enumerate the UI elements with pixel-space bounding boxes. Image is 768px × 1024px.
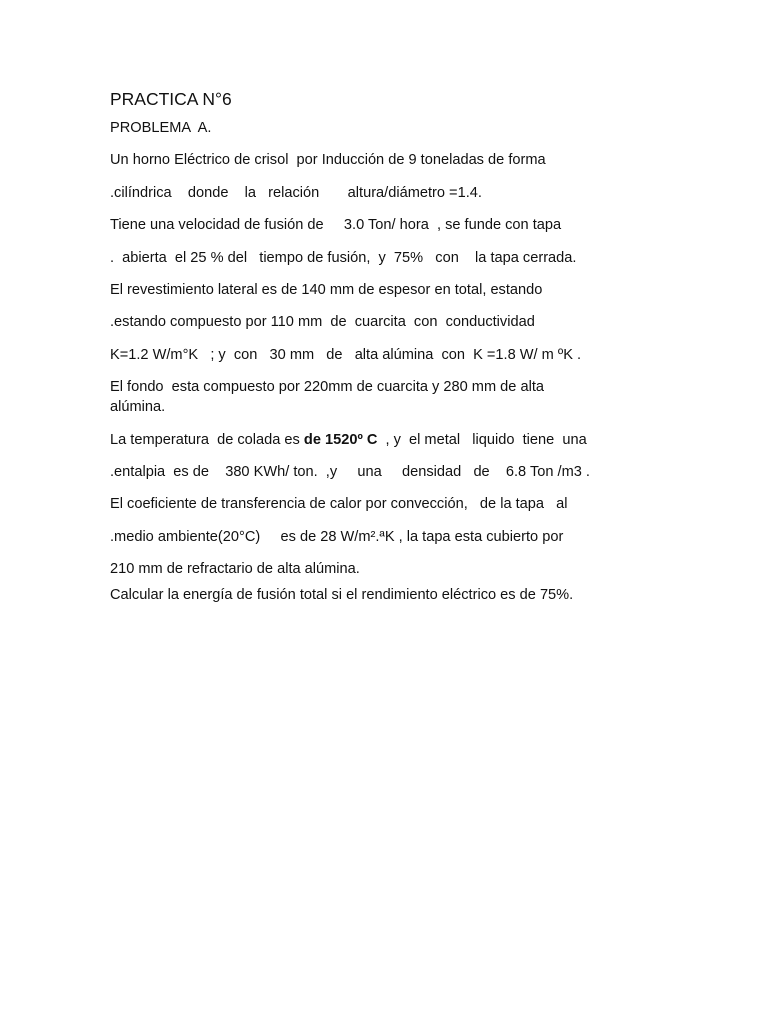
problem-heading: PROBLEMA A. [110,120,212,136]
text-line: 210 mm de refractario de alta alúmina. [110,561,360,578]
temperature-line-prefix: La temperatura de colada es [110,431,304,448]
text-line: alúmina. [110,399,166,416]
document-body [110,86,670,617]
temperature-line [110,430,670,450]
text-line: El revestimiento lateral es de 140 mm de espesor en total, estando [110,281,543,298]
text-line: Tiene una velocidad de fusión de 3.0 Ton/ hora , se funde con tapa [110,217,562,234]
text-line: .medio ambiente(20°C) es de 28 W/m².ªK , la tapa esta cubierto por [110,528,564,545]
text-line: . abierta el 25 % del tiempo de fusión, y 75% con la tapa cerrada. [110,249,577,266]
document-title: PRACTICA N°6 [110,89,232,109]
temperature-line-suffix: , y el metal liquido tiene una [377,431,587,448]
text-line: .cilíndrica donde la relación altura/diámetro =1.4. [110,184,482,201]
text-line: Un horno Eléctrico de crisol por Inducción de 9 toneladas de forma [110,152,546,169]
text-line: .estando compuesto por 110 mm de cuarcita con conductividad [110,314,535,331]
question-line: Calcular la energía de fusión total si el rendimiento eléctrico es de 75%. [110,587,574,604]
text-line: El coeficiente de transferencia de calor por convección, de la tapa al [110,496,568,513]
text-line: K=1.2 W/m°K ; y con 30 mm de alta alúmina con K =1.8 W/ m ºK . [110,346,582,363]
text-line: .entalpia es de 380 KWh/ ton. ,y una densidad de 6.8 Ton /m3 . [110,463,590,480]
text-line: El fondo esta compuesto por 220mm de cuarcita y 280 mm de alta [110,379,544,396]
temperature-value: de 1520º C [303,431,378,448]
